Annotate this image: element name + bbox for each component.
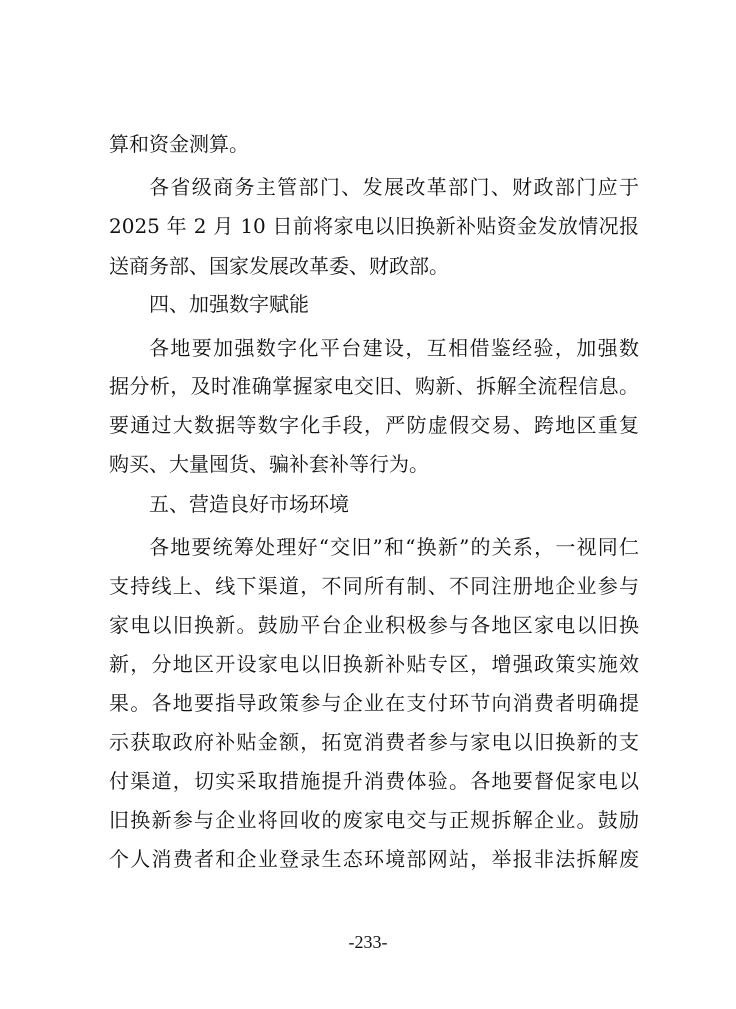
text-line: 据分析，及时准确掌握家电交旧、购新、拆解全流程信息。 (109, 374, 639, 398)
text-line: 果。各地要指导政策参与企业在支付环节向消费者明确提 (109, 691, 639, 715)
text-line: 个人消费者和企业登录生态环境部网站，举报非法拆解废 (109, 847, 639, 871)
section-heading: 五、营造良好市场环境 (149, 492, 349, 516)
text-line: 新，分地区开设家电以旧换新补贴专区，增强政策实施效 (109, 652, 639, 676)
text-line: 示获取政府补贴金额，拓宽消费者参与家电以旧换新的支 (109, 730, 639, 754)
text-line: 旧换新参与企业将回收的废家电交与正规拆解企业。鼓励 (109, 808, 639, 832)
text-line: 要通过大数据等数字化手段，严防虚假交易、跨地区重复 (109, 413, 639, 437)
text-line: 送商务部、国家发展改革委、财政部。 (109, 254, 449, 278)
text-line: 2025 年 2 月 10 日前将家电以旧换新补贴资金发放情况报 (109, 214, 639, 238)
text-line: 购买、大量囤货、骗补套补等行为。 (109, 452, 429, 476)
page-number: -233- (348, 932, 388, 952)
section-heading: 四、加强数字赋能 (149, 292, 309, 316)
text-line: 各省级商务主管部门、发展改革部门、财政部门应于 (149, 175, 639, 199)
text-line: 算和资金测算。 (109, 132, 249, 156)
text-line: 家电以旧换新。鼓励平台企业积极参与各地区家电以旧换 (109, 613, 639, 637)
text-line: 各地要统筹处理好“交旧”和“换新”的关系，一视同仁 (149, 535, 639, 559)
text-line: 付渠道，切实采取措施提升消费体验。各地要督促家电以 (109, 769, 639, 793)
text-line: 支持线上、线下渠道，不同所有制、不同注册地企业参与 (109, 574, 639, 598)
text-line: 各地要加强数字化平台建设，互相借鉴经验，加强数 (149, 336, 639, 360)
